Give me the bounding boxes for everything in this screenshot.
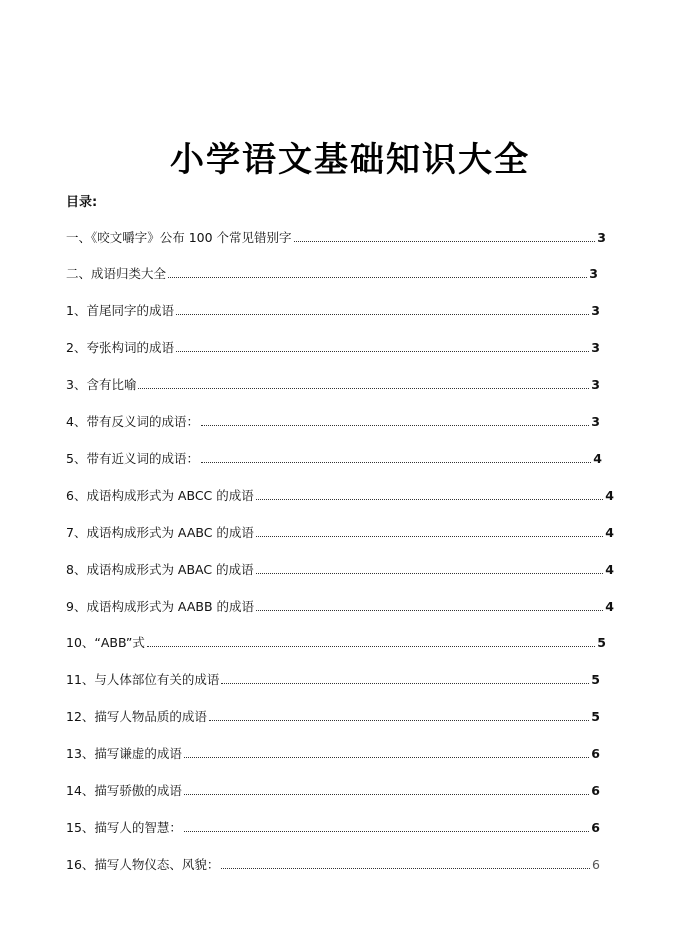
toc-leader-dots: [184, 794, 589, 795]
toc-entry-page: 6: [591, 746, 600, 761]
toc-entry-page: 5: [597, 635, 606, 650]
toc-leader-dots: [138, 388, 589, 389]
toc-entry-text: 7、成语构成形式为 AABC 的成语: [66, 525, 254, 540]
toc-entry[interactable]: [66, 853, 600, 873]
toc-entry-text: 4、带有反义词的成语：: [66, 414, 199, 429]
toc-entry-text: 16、描写人物仪态、风貌：: [66, 857, 220, 872]
toc-entry[interactable]: [66, 779, 600, 799]
toc-entry-text: 1、首尾同字的成语: [66, 303, 174, 318]
toc-entry-text: 2、夸张构词的成语: [66, 340, 174, 355]
toc-entry-text: 6、成语构成形式为 ABCC 的成语: [66, 488, 254, 503]
toc-entry-text: 3、含有比喻: [66, 377, 137, 392]
toc-entry-text: 二、成语归类大全: [66, 266, 167, 281]
toc-entry[interactable]: [66, 226, 606, 246]
document-title: 小学语文基础知识大全: [170, 140, 530, 180]
toc-entry[interactable]: [66, 262, 598, 282]
toc-entry[interactable]: [66, 595, 614, 615]
toc-entry-page: 4: [605, 562, 614, 577]
toc-leader-dots: [201, 425, 589, 426]
toc-entry-page: 3: [591, 340, 600, 355]
toc-label: 目录:: [66, 195, 98, 210]
toc-entry[interactable]: [66, 631, 606, 651]
toc-entry-page: 5: [591, 672, 600, 687]
toc-entry-page: 3: [589, 266, 598, 281]
toc-entry[interactable]: [66, 299, 600, 319]
toc-entry[interactable]: [66, 336, 600, 356]
toc-entry[interactable]: [66, 447, 602, 467]
toc-entry[interactable]: [66, 816, 600, 836]
toc-entry-text: 10、“ABB”式: [66, 635, 145, 650]
toc-leader-dots: [256, 573, 604, 574]
toc-leader-dots: [184, 831, 589, 832]
toc-entry[interactable]: [66, 668, 600, 688]
toc-entry-text: 9、成语构成形式为 AABB 的成语: [66, 599, 255, 614]
toc-entry-page: 6: [591, 783, 600, 798]
toc-entry-text: 13、描写谦虚的成语: [66, 746, 182, 761]
toc-entry-text: 11、与人体部位有关的成语: [66, 672, 220, 687]
toc-leader-dots: [221, 683, 589, 684]
toc-entry-page: 4: [605, 488, 614, 503]
toc-entry-page: 4: [593, 451, 602, 466]
toc-leader-dots: [256, 536, 603, 537]
toc-leader-dots: [176, 351, 589, 352]
toc-entry-text: 一、《咬文嚼字》公布 100 个常见错别字: [66, 230, 292, 245]
toc-entry-page: 6: [591, 820, 600, 835]
toc-entry[interactable]: [66, 484, 614, 504]
toc-entry-text: 5、带有近义词的成语：: [66, 451, 199, 466]
toc-leader-dots: [184, 757, 589, 758]
toc-entry-text: 14、描写骄傲的成语: [66, 783, 182, 798]
toc-leader-dots: [201, 462, 591, 463]
toc-entry-text: 15、描写人的智慧：: [66, 820, 182, 835]
toc-leader-dots: [168, 277, 587, 278]
toc-leader-dots: [256, 610, 603, 611]
toc-entry-page: 5: [591, 709, 600, 724]
toc-entry[interactable]: [66, 521, 614, 541]
toc-leader-dots: [221, 868, 590, 869]
toc-entry[interactable]: [66, 558, 614, 578]
toc-entry-page: 3: [591, 414, 600, 429]
toc-leader-dots: [147, 646, 595, 647]
toc-entry-page: 6: [592, 857, 600, 872]
toc-entry[interactable]: [66, 742, 600, 762]
toc-entry-page: 3: [597, 230, 606, 245]
toc-entry[interactable]: [66, 705, 600, 725]
toc-leader-dots: [209, 720, 589, 721]
toc-entry-page: 4: [605, 525, 614, 540]
toc-entry-page: 3: [591, 377, 600, 392]
toc-entry[interactable]: [66, 373, 600, 393]
toc-leader-dots: [176, 314, 589, 315]
toc-entry-text: 8、成语构成形式为 ABAC 的成语: [66, 562, 254, 577]
toc-entry-page: 3: [591, 303, 600, 318]
toc-leader-dots: [256, 499, 604, 500]
toc-entry-text: 12、描写人物品质的成语: [66, 709, 207, 724]
toc-entry-page: 4: [605, 599, 614, 614]
toc-entry[interactable]: [66, 410, 600, 430]
toc-leader-dots: [294, 241, 596, 242]
